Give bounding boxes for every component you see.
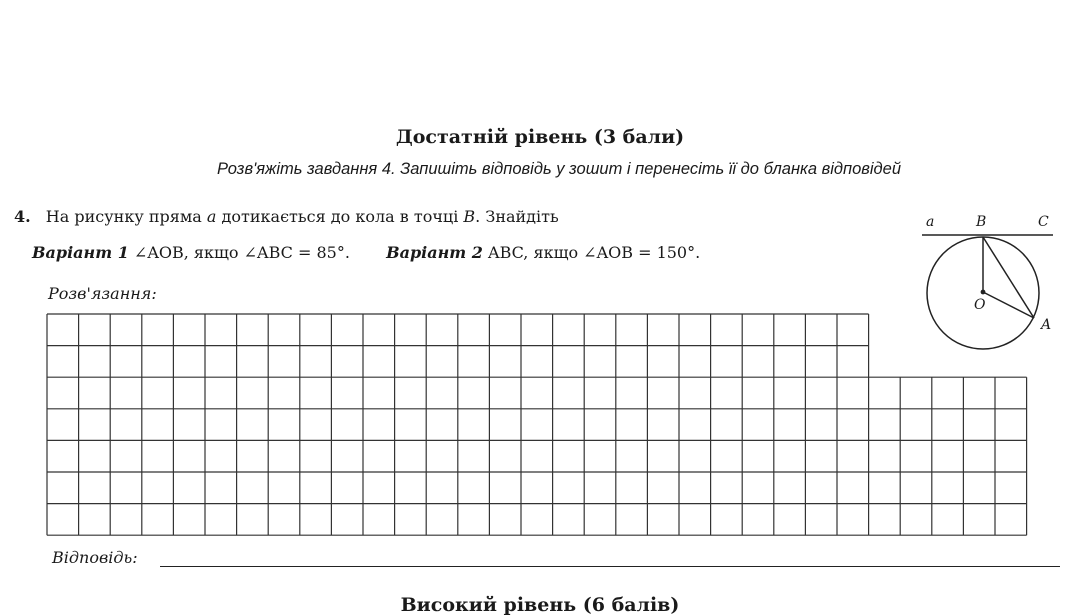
section-instruction: Розв'яжіть завдання 4. Запишіть відповідь у зошит і перенесіть її до бланка відповідей [216,160,902,178]
solution-label: Розв'язання: [48,284,157,303]
task-text-before: На рисунку пряма [45,207,202,226]
label-B: B [976,214,987,230]
section-title: Достатній рівень (3 бали) [395,126,685,148]
variant1-label: Варіант 1 [32,243,129,262]
task-line-name: a [206,207,217,226]
answer-label: Відповідь: [52,548,138,567]
variant2-text: ABC, якщо ∠AOB = 150°. [488,243,701,262]
label-C: C [1038,214,1049,230]
task-number: 4. [14,207,31,226]
variant1-text: ∠AOB, якщо ∠ABC = 85°. [133,243,350,262]
label-O: O [974,297,986,313]
next-section-title: Високий рівень (6 балів) [400,594,680,616]
variant2-label: Варіант 2 [386,243,483,262]
task-text-middle: дотикається до кола в точці [221,207,459,226]
label-a: a [926,214,935,230]
answer-line[interactable] [160,566,1060,567]
task-text-after: . Знайдіть [475,207,559,226]
task-point-name: B [463,207,476,226]
label-A: A [1041,317,1052,333]
